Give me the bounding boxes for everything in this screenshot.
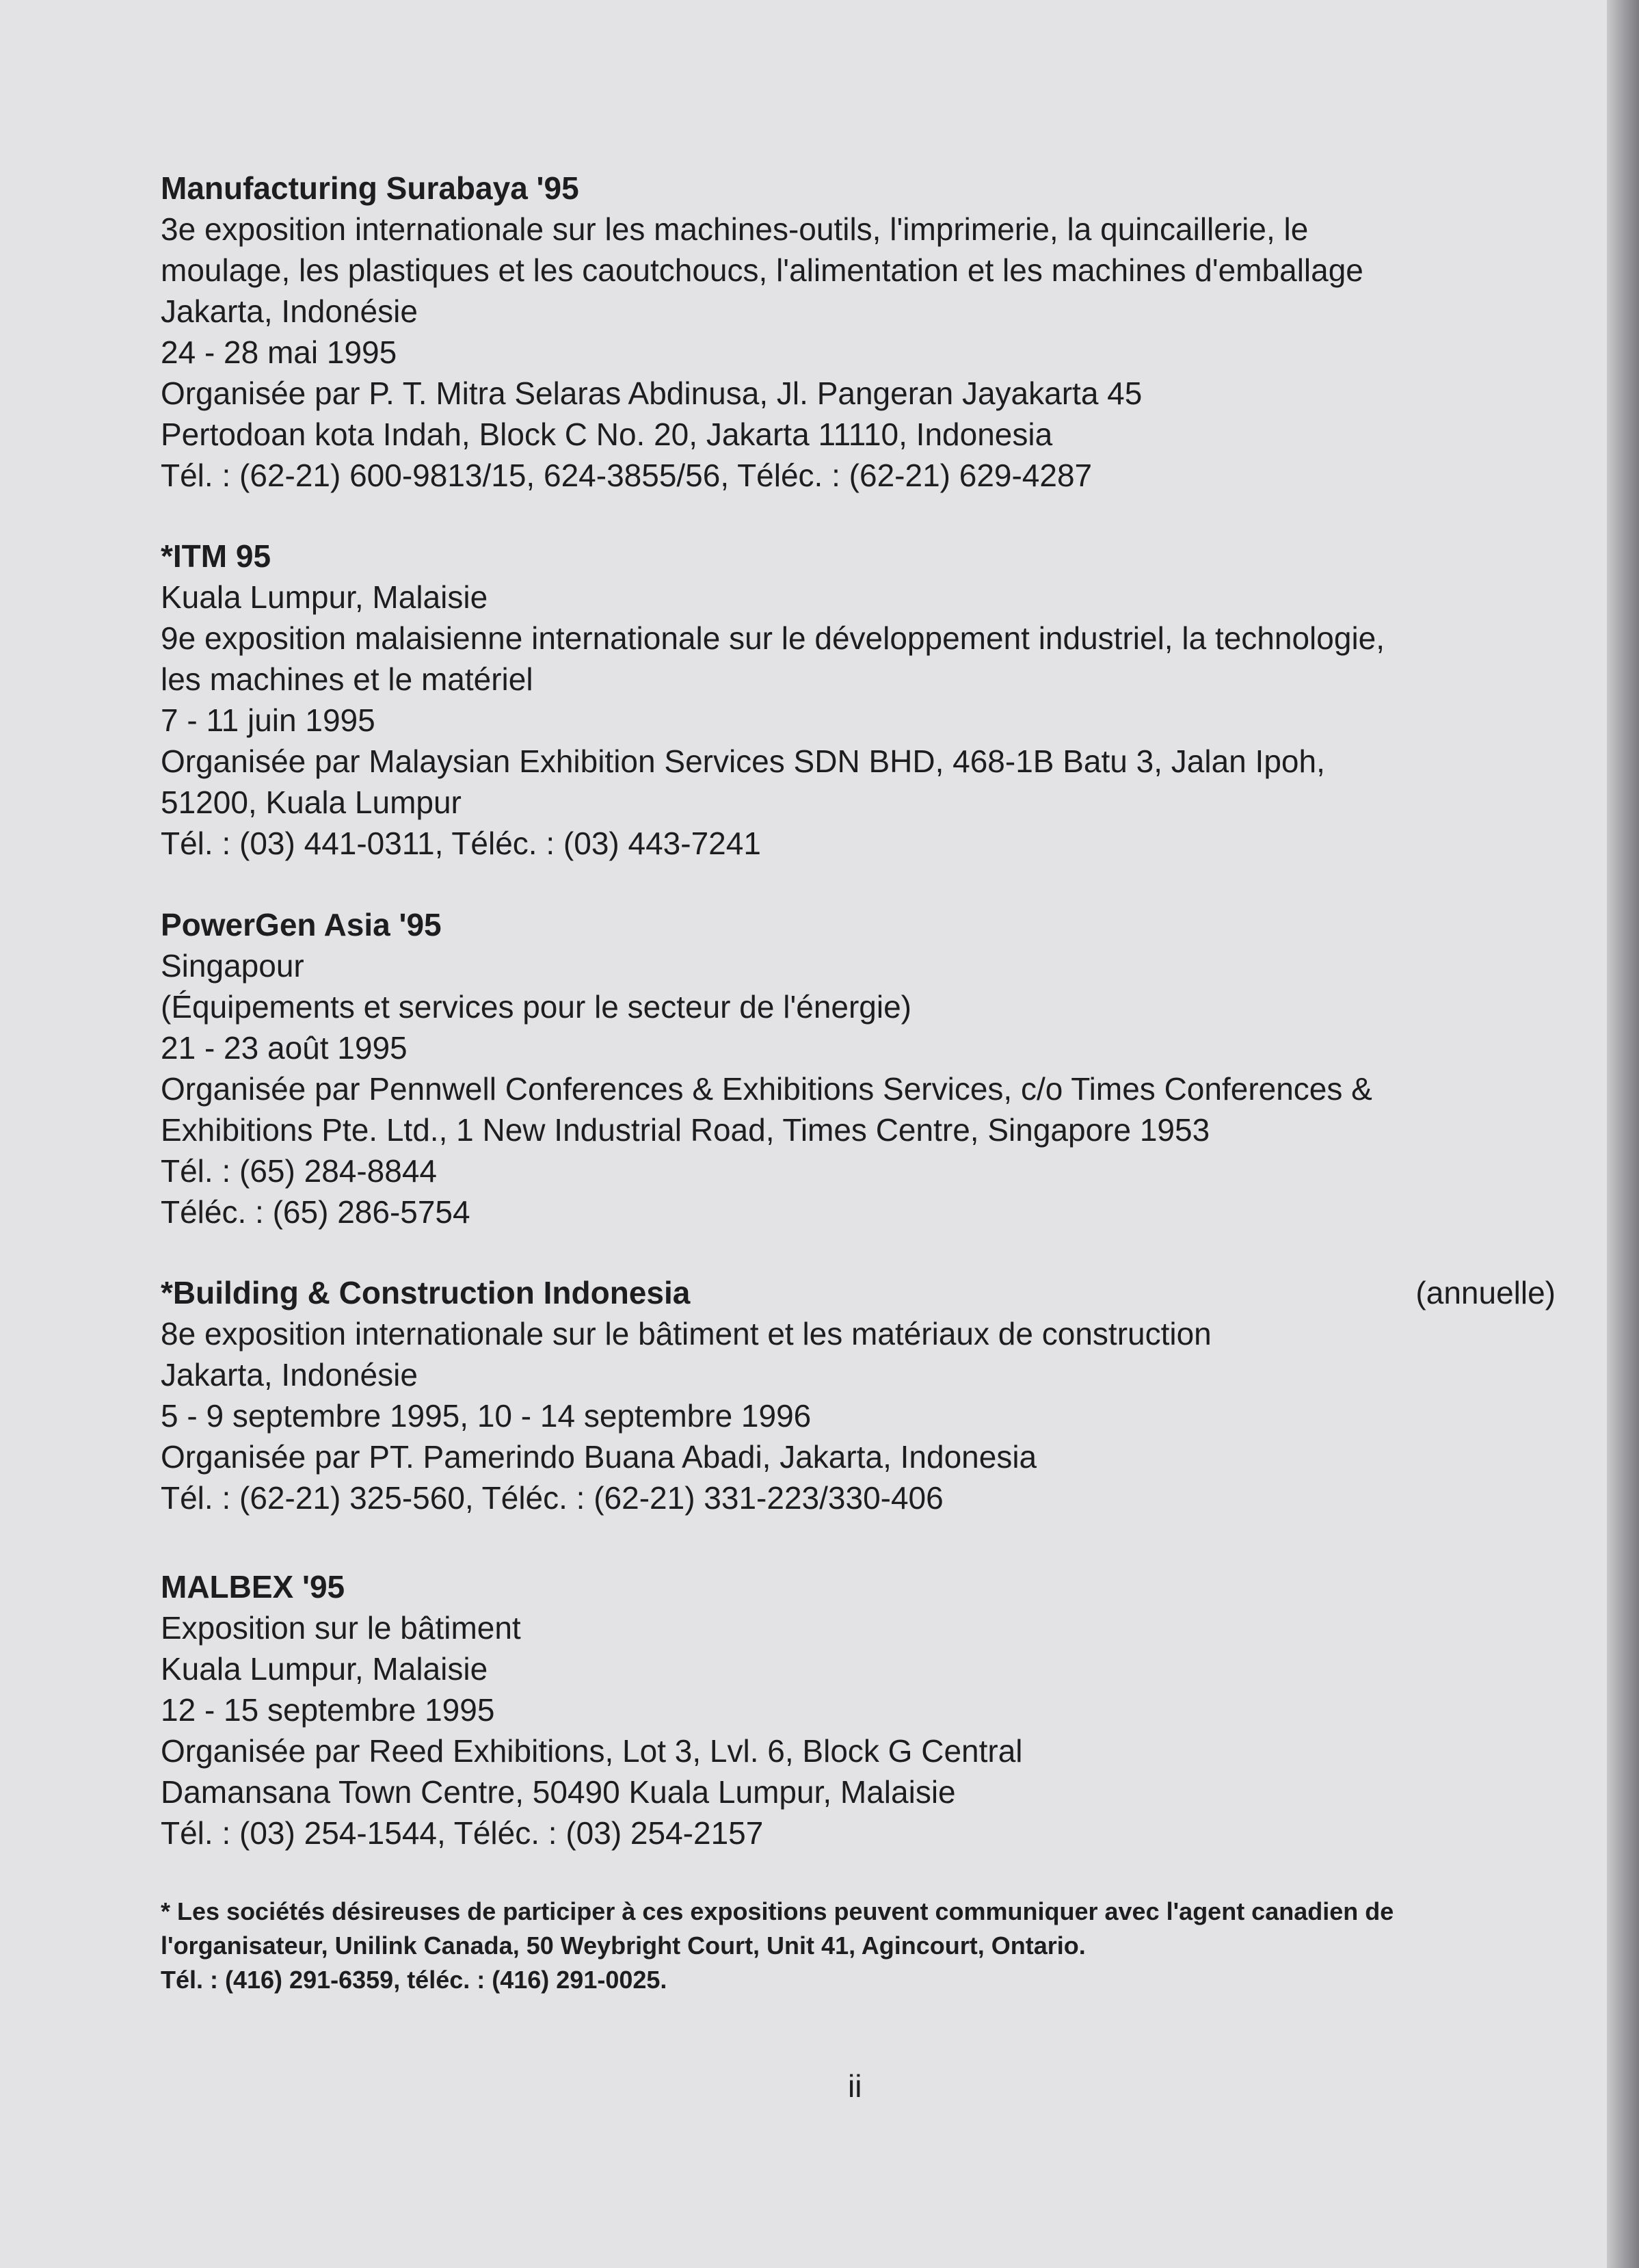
exhibition-title-row — [161, 1272, 1556, 1313]
entry-line: Organisée par Pennwell Conferences & Exhibitions Services, c/o Times Conferences & — [161, 1071, 1372, 1107]
entry-line: Jakarta, Indonésie — [161, 1357, 418, 1393]
exhibition-entry — [161, 904, 1556, 1232]
entry-line: 51200, Kuala Lumpur — [161, 784, 462, 820]
exhibition-title: *Building & Construction Indonesia — [161, 1275, 691, 1310]
entry-line: Jakarta, Indonésie — [161, 293, 418, 329]
entry-line: 8e exposition internationale sur le bâtiment et les matériaux de construction — [161, 1316, 1212, 1351]
footnote-line: l'organisateur, Unilink Canada, 50 Weybright Court, Unit 41, Agincourt, Ontario. — [161, 1931, 1086, 1960]
entry-line: 9e exposition malaisienne internationale sur le développement industriel, la technologie, — [161, 620, 1385, 656]
entry-line: Organisée par Malaysian Exhibition Services SDN BHD, 468-1B Batu 3, Jalan Ipoh, — [161, 743, 1325, 779]
entry-line: 3e exposition internationale sur les machines-outils, l'imprimerie, la quincaillerie, le — [161, 211, 1309, 247]
entry-line: Singapour — [161, 948, 304, 984]
entry-line: Damansana Town Centre, 50490 Kuala Lumpur, Malaisie — [161, 1774, 956, 1810]
page-number: ii — [848, 2068, 862, 2104]
entry-line: (Équipements et services pour le secteur de l'énergie) — [161, 989, 912, 1025]
exhibition-title: PowerGen Asia '95 — [161, 907, 442, 942]
entry-line: Exhibitions Pte. Ltd., 1 New Industrial Road, Times Centre, Singapore 1953 — [161, 1112, 1210, 1148]
exhibition-entry — [161, 168, 1556, 496]
entry-line: 12 - 15 septembre 1995 — [161, 1692, 495, 1728]
entry-line: les machines et le matériel — [161, 661, 533, 697]
entry-line: moulage, les plastiques et les caoutchoucs, l'alimentation et les machines d'emballage — [161, 252, 1363, 288]
entry-line: Tél. : (03) 441-0311, Téléc. : (03) 443-7241 — [161, 826, 761, 861]
exhibition-entry — [161, 1566, 1556, 1854]
page-edge-shadow — [1607, 0, 1639, 2268]
entry-line: Tél. : (03) 254-1544, Téléc. : (03) 254-2157 — [161, 1815, 764, 1851]
entry-line: Organisée par PT. Pamerindo Buana Abadi, Jakarta, Indonesia — [161, 1439, 1037, 1475]
entry-line: 21 - 23 août 1995 — [161, 1030, 408, 1066]
entry-line: Tél. : (62-21) 325-560, Téléc. : (62-21) 331-223/330-406 — [161, 1480, 944, 1516]
entry-line: Kuala Lumpur, Malaisie — [161, 579, 488, 615]
entry-line: Tél. : (65) 284-8844 — [161, 1153, 438, 1189]
entry-line: Téléc. : (65) 286-5754 — [161, 1194, 470, 1230]
exhibition-entry — [161, 1272, 1556, 1518]
entry-line: Organisée par Reed Exhibitions, Lot 3, Lvl. 6, Block G Central — [161, 1733, 1023, 1769]
entry-line: 5 - 9 septembre 1995, 10 - 14 septembre 1996 — [161, 1398, 812, 1434]
footnote-line: * Les sociétés désireuses de participer à ces expositions peuvent communiquer avec l'agent canadien de — [161, 1897, 1394, 1925]
exhibition-entry — [161, 536, 1556, 864]
exhibition-title: MALBEX '95 — [161, 1569, 345, 1605]
entry-line: 7 - 11 juin 1995 — [161, 702, 375, 738]
footnote-line: Tél. : (416) 291-6359, téléc. : (416) 291-0025. — [161, 1966, 667, 1994]
entry-line: Pertodoan kota Indah, Block C No. 20, Jakarta 11110, Indonesia — [161, 417, 1053, 452]
entry-line: 24 - 28 mai 1995 — [161, 334, 397, 370]
frequency-label: (annuelle) — [1415, 1275, 1556, 1310]
footnote — [161, 1895, 1556, 1997]
entry-line: Organisée par P. T. Mitra Selaras Abdinusa, Jl. Pangeran Jayakarta 45 — [161, 375, 1143, 411]
exhibition-title: Manufacturing Surabaya '95 — [161, 170, 579, 206]
exhibition-title: *ITM 95 — [161, 538, 271, 574]
entry-line: Kuala Lumpur, Malaisie — [161, 1651, 488, 1687]
entry-line: Tél. : (62-21) 600-9813/15, 624-3855/56, Téléc. : (62-21) 629-4287 — [161, 458, 1093, 493]
entry-line: Exposition sur le bâtiment — [161, 1610, 521, 1646]
